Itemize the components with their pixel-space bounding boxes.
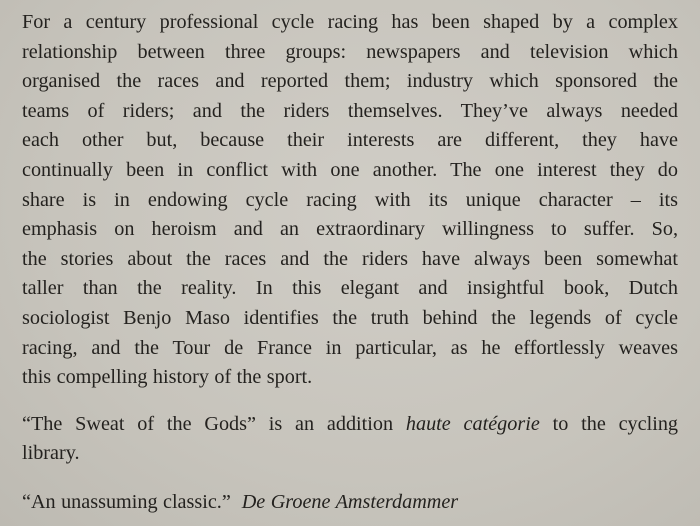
text-line: racing, and the Tour de France in particular, as he effortlessly weaves <box>22 336 678 359</box>
text-line: emphasis on heroism and an extraordinary willingness to suffer. So, <box>22 218 678 241</box>
text-line: For a century professional cycle racing has been shaped by a complex <box>22 11 678 33</box>
review-quote: “An unassuming classic.” <box>22 490 231 513</box>
text-line: share is in endowing cycle racing with its unique character – its <box>22 188 678 211</box>
text-line: this compelling history of the sport. <box>22 366 313 389</box>
text-line: sociologist Benjo Maso identifies the truth behind the legends of cycle <box>22 306 678 329</box>
text-line: teams of riders; and the riders themselves. They’ve always needed <box>22 99 678 122</box>
text-line: the stories about the races and the riders have always been somewhat <box>22 247 678 270</box>
text-line: library. <box>22 442 80 465</box>
review-quote-paragraph <box>22 488 678 518</box>
review-source: De Groene Amsterdammer <box>241 490 459 513</box>
text-line: organised the races and reported them; industry which sponsored the <box>22 70 678 93</box>
haute-categorie-paragraph <box>22 410 678 469</box>
text-line <box>22 410 678 440</box>
text-segment: to the cycling <box>539 412 679 435</box>
text-line: each other but, because their interests are different, they have <box>22 129 678 152</box>
text-line: relationship between three groups: newspapers and television which <box>22 40 678 63</box>
text-line <box>22 488 678 518</box>
italic-phrase: haute catégorie <box>405 412 540 435</box>
text-line: taller than the reality. In this elegant and insightful book, Dutch <box>22 277 678 300</box>
text-line: continually been in conflict with one another. The one interest they do <box>22 158 678 181</box>
text-segment: “The Sweat of the Gods” is an addition <box>22 412 406 435</box>
blurb-paragraph <box>22 8 678 393</box>
